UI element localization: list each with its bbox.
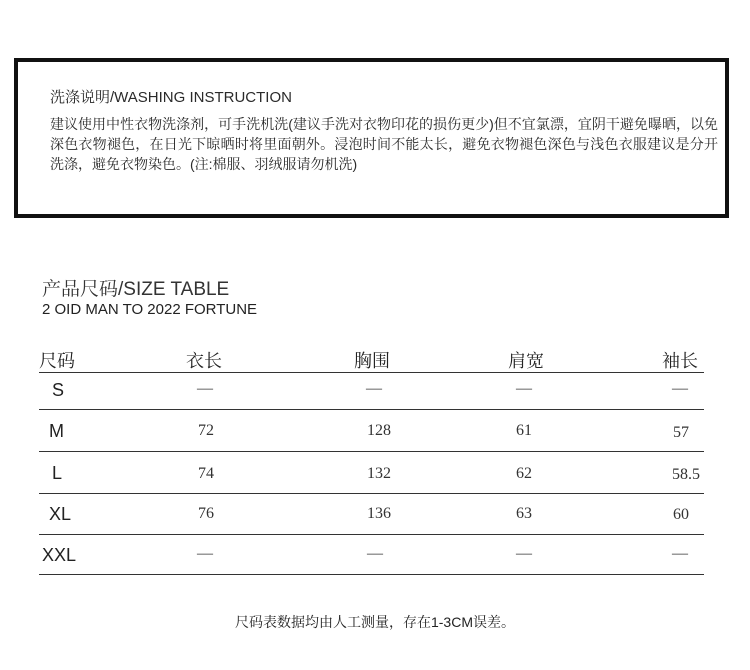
table-divider <box>39 493 704 494</box>
chest-value: 128 <box>367 422 391 439</box>
shoulder-value: 63 <box>516 505 532 522</box>
washing-title: 洗涤说明/WASHING INSTRUCTION <box>50 89 292 106</box>
table-divider <box>39 409 704 410</box>
chest-value: 132 <box>367 465 391 482</box>
header-length: 衣长 <box>186 351 222 371</box>
length-value: — <box>197 380 213 397</box>
shoulder-value: 62 <box>516 465 532 482</box>
chest-value: — <box>366 380 382 397</box>
washing-instruction-box <box>14 58 729 218</box>
size-label: XL <box>49 504 72 524</box>
size-label: L <box>52 463 63 483</box>
sleeve-value: 58.5 <box>672 466 700 483</box>
chest-value: — <box>367 545 383 562</box>
size-table-subtitle: 2 OID MAN TO 2022 FORTUNE <box>42 301 258 318</box>
sleeve-value: 57 <box>673 424 689 441</box>
length-value: 74 <box>198 465 214 482</box>
length-value: — <box>197 545 213 562</box>
sleeve-value: — <box>672 545 688 562</box>
table-divider <box>39 574 704 575</box>
shoulder-value: — <box>516 380 532 397</box>
washing-text: 建议使用中性衣物洗涤剂，可手洗机洗(建议手洗对衣物印花的损伤更少)但不宜氯漂，宜阴干避免曝晒，以免深色衣物褪色，在日光下晾晒时将里面朝外。浸泡时间不能太长，避免衣物褪色深色与浅色衣服建议是分开洗涤，避免衣物染色。(注:棉服、羽绒服请勿机洗) <box>50 116 718 172</box>
length-value: 72 <box>198 422 214 439</box>
sleeve-value: 60 <box>673 506 689 523</box>
table-divider <box>39 372 704 373</box>
header-shoulder: 肩宽 <box>508 351 544 371</box>
size-table-title: 产品尺码/SIZE TABLE <box>42 279 230 300</box>
sleeve-value: — <box>672 380 688 397</box>
table-divider <box>39 451 704 452</box>
shoulder-value: — <box>516 545 532 562</box>
size-label: S <box>52 380 65 400</box>
size-label: XXL <box>42 545 77 565</box>
header-size: 尺码 <box>39 351 75 371</box>
length-value: 76 <box>198 505 214 522</box>
shoulder-value: 61 <box>516 422 532 439</box>
table-divider <box>39 534 704 535</box>
chest-value: 136 <box>367 505 391 522</box>
header-chest: 胸围 <box>354 351 390 371</box>
measurement-footnote: 尺码表数据均由人工测量，存在1-3CM误差。 <box>234 614 515 630</box>
size-label: M <box>49 421 64 441</box>
header-sleeve: 袖长 <box>662 351 698 371</box>
